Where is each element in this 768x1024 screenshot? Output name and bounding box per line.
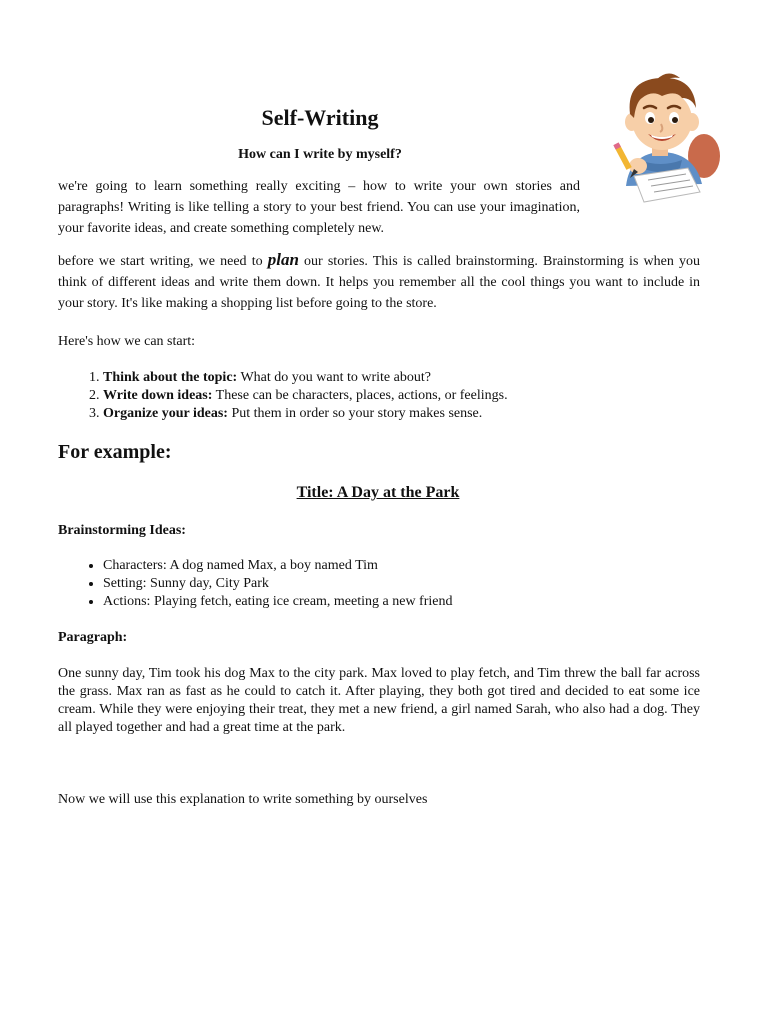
eye-right: [672, 117, 678, 123]
page-title: Self-Writing: [261, 105, 379, 130]
plan-paragraph-after: our stories. This is called brainstorming. Brainstorming is when you think of different ideas and write them down. It helps you remember all the cool things you want to include in your story. It's like making a shopping list before going to the store.: [58, 254, 700, 311]
paragraph-heading: Paragraph:: [58, 630, 128, 645]
steps-list: [58, 369, 703, 423]
plan-emphasis: plan: [267, 250, 299, 269]
step-label: Think about the topic:: [103, 370, 238, 385]
eye-left: [648, 117, 654, 123]
start-line: Here's how we can start:: [58, 334, 196, 349]
step-label: Organize your ideas:: [103, 406, 228, 421]
example-heading: For example:: [58, 441, 172, 463]
step-item: [103, 405, 703, 423]
plan-paragraph: [58, 249, 700, 314]
intro-paragraph: we're going to learn something really exciting – how to write your own stories and paragraphs! Writing is like telling a story to your best friend. You can use your imagination, your favorite ideas, and create something completely new.: [58, 179, 580, 236]
story-paragraph: One sunny day, Tim took his dog Max to the city park. Max loved to play fetch, and Tim threw the ball far across the grass. Max ran as fast as he could to catch it. After playing, they both got tired and decided to eat some ice cream. While they were enjoying their treat, they met a new friend, a girl named Sarah, who also had a dog. They all played together and had a great time at the park.: [58, 666, 700, 735]
step-text: What do you want to write about?: [237, 370, 431, 385]
idea-item: • Setting: Sunny day, City Park: [103, 575, 452, 593]
step-text: Put them in order so your story makes sense.: [227, 406, 483, 421]
closing-line: Now we will use this explanation to write something by ourselves: [58, 792, 428, 807]
boy-writing-illustration: [596, 68, 724, 204]
step-item: [103, 369, 703, 387]
idea-item: • Actions: Playing fetch, eating ice cream, meeting a new friend: [103, 593, 452, 611]
step-item: [103, 387, 703, 405]
step-text: These can be characters, places, actions, or feelings.: [212, 388, 508, 403]
ideas-list: [58, 557, 452, 611]
plan-paragraph-before: before we start writing, we need to: [58, 254, 268, 269]
brainstorm-heading: Brainstorming Ideas:: [58, 523, 186, 538]
idea-item: • Characters: A dog named Max, a boy named Tim: [103, 557, 452, 575]
story-title: Title: A Day at the Park: [296, 484, 460, 501]
step-label: Write down ideas:: [103, 388, 213, 403]
page-subtitle: How can I write by myself?: [238, 147, 402, 162]
